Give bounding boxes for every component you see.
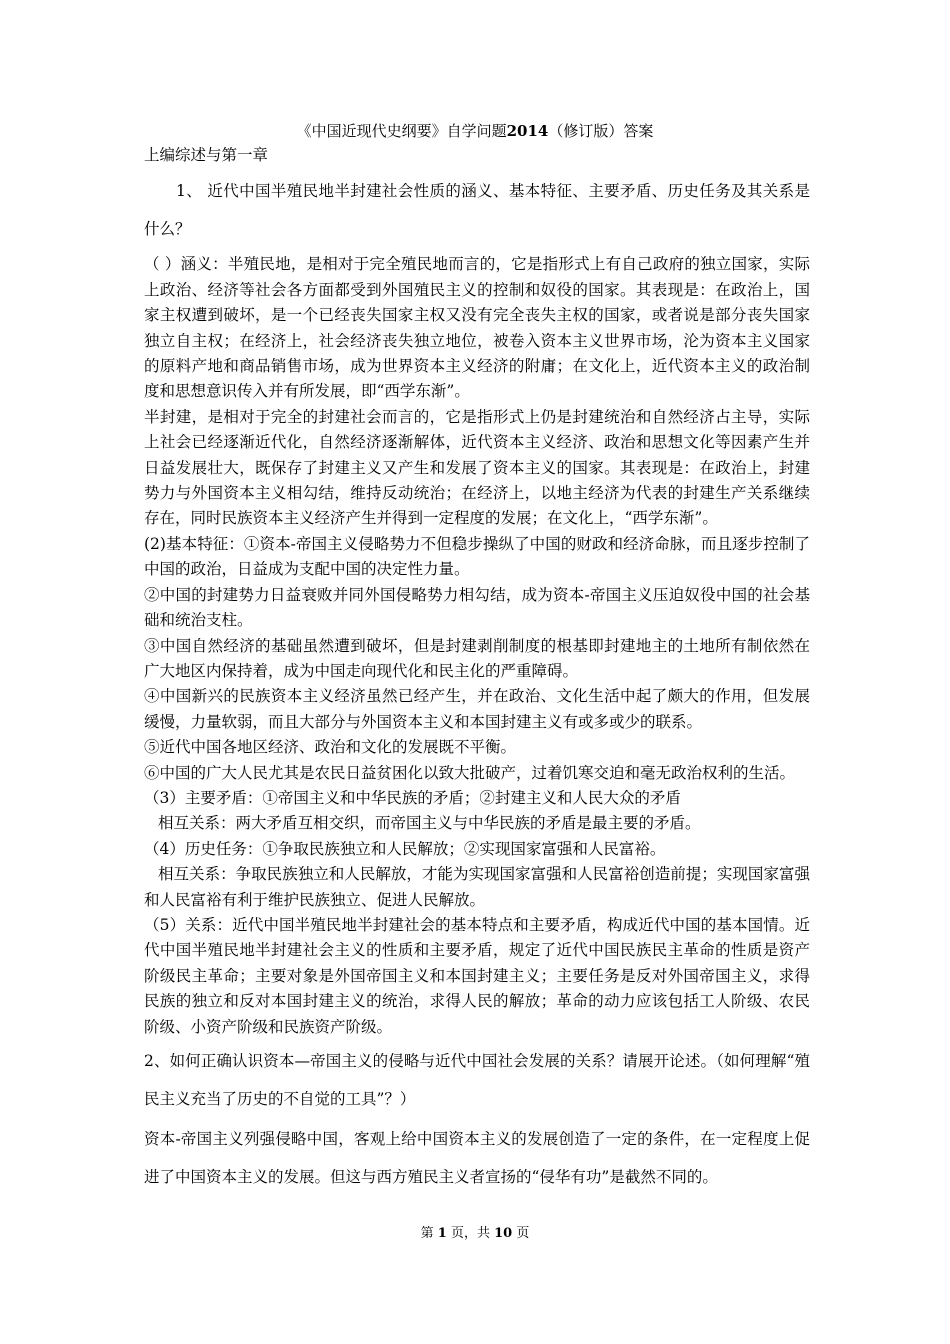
footer-page-middle: 页，共 bbox=[450, 1226, 490, 1241]
document-title bbox=[0, 121, 950, 141]
footer-page-suffix: 页 bbox=[516, 1226, 530, 1241]
answer1-contradictions-relation: 相互关系：两大矛盾互相交织，而帝国主义与中华民族的矛盾是最主要的矛盾。 bbox=[158, 814, 701, 833]
question-1: 1、 近代中国半殖民地半封建社会性质的涵义、基本特征、主要矛盾、历史任务及其关系是什么？ bbox=[144, 182, 810, 239]
title-year: 2014 bbox=[506, 122, 549, 140]
question-2: 2、如何正确认识资本—帝国主义的侵略与近代中国社会发展的关系？请展开论述。（如何理解“殖民主义充当了历史的不自觉的工具”？） bbox=[144, 1052, 810, 1108]
title-suffix: （修订版）答案 bbox=[548, 122, 654, 140]
answer1-relationship: （5）关系：近代中国半殖民地半封建社会的基本特点和主要矛盾，构成近代中国的基本国情。近代中国半殖民地半封建社会主义的性质和主要矛盾，规定了近代中国民族民主革命的性质是资产阶级民主革命；主要对象是外国帝国主义和本国封建主义；主要任务是反对外国帝国主义，求得民族的独立和反对本国封建主义的统治，求得人民的解放；革命的动力应该包括工人阶级、农民阶级、小资产阶级和民族资产阶级。 bbox=[144, 915, 810, 1036]
answer1-feature-1: (2)基本特征：①资本-帝国主义侵略势力不但稳步操纵了中国的财政和经济命脉，而且逐步控制了中国的政治，日益成为支配中国的决定性力量。 bbox=[144, 534, 810, 579]
footer-page-total: 10 bbox=[494, 1226, 513, 1241]
page-footer bbox=[0, 1225, 950, 1243]
answer-2: 资本-帝国主义列强侵略中国，客观上给中国资本主义的发展创造了一定的条件，在一定程度上促进了中国资本主义的发展。但这与西方殖民主义者宣扬的“侵华有功”是截然不同的。 bbox=[144, 1130, 810, 1186]
title-prefix: 《中国近现代史纲要》自学问题 bbox=[296, 122, 507, 140]
answer1-feature-4: ④中国新兴的民族资本主义经济虽然已经产生，并在政治、文化生活中起了颇大的作用，但发展缓慢，力量软弱，而且大部分与外国资本主义和本国封建主义有或多或少的联系。 bbox=[144, 687, 810, 731]
document-body bbox=[144, 143, 810, 1196]
answer1-tasks: （4）历史任务：①争取民族独立和人民解放；②实现国家富强和人民富裕。 bbox=[144, 839, 666, 858]
answer1-meaning-semifeudal: 半封建，是相对于完全的封建社会而言的，它是指形式上仍是封建统治和自然经济占主导，实际上社会已经逐渐近代化，自然经济逐渐解体，近代资本主义经济、政治和思想文化等因素产生并日益发展壮大，既保存了封建主义又产生和发展了资本主义的国家。其表现是：在政治上，封建势力与外国资本主义相勾结，维持反动统治；在经济上，以地主经济为代表的封建生产关系继续存在，同时民族资本主义经济产生并得到一定程度的发展；在文化上，“西学东渐”。 bbox=[144, 407, 810, 528]
section-heading: 上编综述与第一章 bbox=[144, 146, 269, 164]
answer1-contradictions: （3）主要矛盾：①帝国主义和中华民族的矛盾；②封建主义和人民大众的矛盾 bbox=[144, 788, 681, 807]
answer1-tasks-relation: 相互关系：争取民族独立和人民解放，才能为实现国家富强和人民富裕创造前提；实现国家富强和人民富裕有利于维护民族独立、促进人民解放。 bbox=[144, 865, 810, 909]
answer1-meaning-semicolonial: （ ）涵义：半殖民地，是相对于完全殖民地而言的，它是指形式上有自己政府的独立国家，实际上政治、经济等社会各方面都受到外国殖民主义的控制和奴役的国家。其表现是：在政治上，国家主权遭到破坏，是一个已经丧失国家主权又没有完全丧失主权的国家，或者说是部分丧失国家独立自主权；在经济上，社会经济丧失独立地位，被卷入资本主义世界市场，沦为资本主义国家的原料产地和商品销售市场，成为世界资本主义经济的附庸；在文化上，近代资本主义的政治制度和思想意识传入并有所发展，即“西学东渐”。 bbox=[144, 255, 810, 401]
answer1-feature-2: ②中国的封建势力日益衰败并同外国侵略势力相勾结，成为资本-帝国主义压迫奴役中国的社会基础和统治支柱。 bbox=[144, 585, 810, 630]
footer-page-prefix: 第 bbox=[420, 1226, 434, 1241]
answer1-feature-5: ⑤近代中国各地区经济、政治和文化的发展既不平衡。 bbox=[144, 738, 517, 757]
footer-page-current: 1 bbox=[437, 1226, 447, 1241]
answer1-feature-3: ③中国自然经济的基础虽然遭到破坏，但是封建剥削制度的根基即封建地主的土地所有制依然在广大地区内保持着，成为中国走向现代化和民主化的严重障碍。 bbox=[144, 636, 810, 680]
answer1-feature-6: ⑥中国的广大人民尤其是农民日益贫困化以致大批破产，过着饥寒交迫和毫无政治权利的生活。 bbox=[144, 763, 796, 782]
